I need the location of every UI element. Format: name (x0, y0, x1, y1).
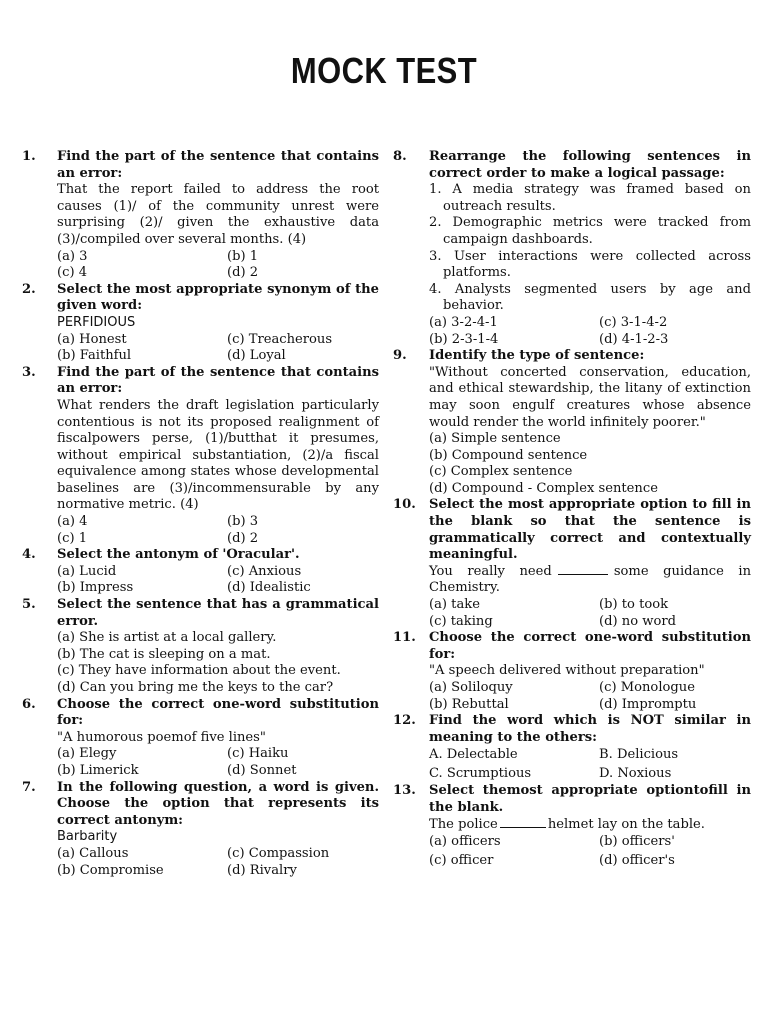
option[interactable]: (b) officers' (599, 834, 675, 850)
option[interactable]: A. Delectable (429, 747, 518, 763)
question-body: "A speech delivered without preparation" (429, 663, 705, 679)
question-number: 1. (22, 149, 36, 164)
options (22, 746, 379, 779)
options (22, 332, 379, 365)
question-text: Find the word which is NOT similar in meaning to the others: (429, 713, 751, 745)
option[interactable]: D. Noxious (599, 765, 672, 781)
option[interactable]: (d) 2 (227, 530, 259, 546)
options (22, 846, 379, 879)
question-text: In the following question, a word is given. Choose the option that represents its correct antonym: (57, 779, 379, 828)
sentence-item: 1. A media strategy was framed based on outreach results. (429, 182, 751, 214)
option[interactable]: (c) Compassion (227, 845, 330, 861)
question-body (393, 817, 751, 834)
body-text-start: You really need (429, 563, 552, 579)
option[interactable]: (c) Treacherous (227, 331, 333, 347)
question-6 (22, 697, 379, 780)
option[interactable]: (a) Elegy (57, 746, 117, 762)
question-2 (22, 282, 379, 365)
option[interactable]: (d) Compound - Complex sentence (429, 480, 658, 496)
question-number: 9. (393, 348, 407, 364)
option[interactable]: (a) Honest (57, 331, 127, 347)
options (393, 315, 751, 348)
option[interactable]: (a) Callous (57, 845, 129, 861)
question-number: 5. (22, 597, 36, 613)
question-3 (22, 365, 379, 548)
option[interactable]: (c) 3-1-4-2 (599, 314, 668, 330)
question-1 (22, 149, 379, 282)
option[interactable]: (a) She is artist at a local gallery. (57, 630, 277, 646)
question-9 (393, 348, 751, 497)
question-text: Find the part of the sentence that contains an error: (57, 149, 379, 181)
options (22, 564, 379, 597)
option[interactable]: (d) Rivalry (227, 862, 297, 878)
option[interactable]: (d) Impromptu (599, 696, 697, 712)
option[interactable]: (d) 2 (227, 265, 259, 281)
question-number: 11. (393, 630, 416, 646)
option[interactable]: (b) Rebuttal (429, 696, 509, 712)
question-11 (393, 630, 751, 713)
option[interactable]: (d) Sonnet (227, 762, 297, 778)
question-body: "A humorous poemof five lines" (57, 729, 266, 745)
question-text: Select themost appropriate optiontofill in the blank. (429, 783, 751, 815)
question-body: That the report failed to address the root causes (1)/ of the community unrest were surprising (2)/ given the exhaustive data (3)/compiled over several months. (4) (57, 182, 379, 247)
sentence-item: 4. Analysts segmented users by age and behavior. (429, 281, 751, 314)
question-4 (22, 547, 379, 597)
question-text: Select the most appropriate option to fill in the blank so that the sentence is grammatically correct and contextually meaningful. (429, 497, 751, 563)
question-number: 6. (22, 696, 36, 712)
question-body: "Without concerted conservation, education, and ethical stewardship, the litany of extinction may soon engulf creatures whose absence would render the world infinitely poorer." (429, 364, 751, 430)
option[interactable]: (c) Haiku (227, 746, 289, 762)
question-text: Rearrange the following sentences in correct order to make a logical passage: (429, 149, 751, 181)
options (393, 680, 751, 713)
option[interactable]: (a) officers (429, 834, 501, 850)
option[interactable]: (a) Lucid (57, 563, 117, 579)
options (393, 597, 751, 630)
question-body (393, 564, 751, 597)
option[interactable]: (c) 1 (57, 530, 88, 546)
option[interactable]: B. Delicious (599, 747, 679, 763)
question-text: Identify the type of sentence: (429, 348, 645, 364)
question-8 (393, 149, 751, 348)
option[interactable]: C. Scrumptious (429, 765, 532, 781)
options (22, 514, 379, 547)
question-13 (393, 783, 751, 870)
given-word: Barbarity (57, 829, 118, 845)
question-text: Choose the correct one-word substitution for: (57, 696, 379, 729)
option[interactable]: (b) 3 (227, 514, 259, 530)
option[interactable]: (d) 4-1-2-3 (599, 331, 669, 347)
question-text: Select the sentence that has a grammatical error. (57, 597, 379, 629)
option[interactable]: (b) Limerick (57, 762, 139, 778)
option[interactable]: (b) Impress (57, 580, 134, 596)
option[interactable]: (c) 4 (57, 265, 88, 281)
question-5 (22, 597, 379, 697)
body-text-end: some guidance in Chemistry. (429, 563, 751, 596)
question-10 (393, 497, 751, 630)
option[interactable]: (a) 3-2-4-1 (429, 314, 498, 330)
question-text: Select the most appropriate synonym of the given word: (57, 281, 379, 314)
question-text: Choose the correct one-word substitution for: (429, 630, 751, 662)
option[interactable]: (b) Compound sentence (429, 447, 588, 463)
options (393, 431, 751, 497)
question-number: 2. (22, 281, 36, 297)
option[interactable]: (c) Complex sentence (429, 464, 573, 480)
question-number: 13. (393, 783, 416, 799)
given-word: PERFIDIOUS (57, 314, 136, 330)
option[interactable]: (d) Idealistic (227, 580, 311, 596)
options (22, 630, 379, 696)
option[interactable]: (c) officer (429, 852, 494, 868)
right-column (393, 149, 751, 870)
answer-blank (558, 564, 608, 575)
option[interactable]: (c) Anxious (227, 563, 302, 579)
option[interactable]: (c) They have information about the event. (57, 663, 341, 679)
options (22, 249, 379, 282)
sentence-item: 2. Demographic metrics were tracked from campaign dashboards. (429, 215, 751, 247)
question-number: 10. (393, 497, 416, 513)
option[interactable]: (b) 1 (227, 248, 259, 264)
question-12 (393, 713, 751, 783)
question-body: What renders the draft legislation particularly contentious is not its proposed realignment of fiscalpowers perse, (1)/butthat it presumes, without empirical substantiation, (2)/a fiscal equivalence among states whose developmental baselines are (3)/incommensurable by any normative metric. (4) (57, 397, 379, 513)
option[interactable]: (d) Can you bring me the keys to the car? (57, 680, 334, 695)
options (393, 746, 751, 783)
option[interactable]: (c) Monologue (599, 680, 695, 695)
option[interactable]: (b) The cat is sleeping on a mat. (57, 646, 271, 662)
option[interactable]: (d) no word (599, 613, 676, 629)
body-text-start: The police (429, 816, 498, 832)
options (393, 833, 751, 870)
option[interactable]: (a) Simple sentence (429, 431, 561, 447)
sentence-item: 3. User interactions were collected across platforms. (429, 248, 751, 281)
option[interactable]: (d) Loyal (227, 348, 286, 364)
question-number: 7. (22, 779, 36, 795)
option[interactable]: (b) 2-3-1-4 (429, 331, 499, 347)
question-number: 4. (22, 547, 36, 563)
answer-blank (500, 817, 546, 828)
option[interactable]: (a) take (429, 597, 480, 613)
question-number: 8. (393, 149, 407, 164)
question-number: 3. (22, 364, 36, 380)
question-number: 12. (393, 713, 416, 729)
option[interactable]: (c) taking (429, 613, 493, 629)
option[interactable]: (a) Soliloquy (429, 680, 513, 695)
option[interactable]: (b) Faithful (57, 348, 132, 364)
page-title: MOCK TEST (290, 50, 478, 91)
question-text: Select the antonym of 'Oracular'. (57, 547, 300, 563)
body-text-end: helmet lay on the table. (547, 816, 705, 832)
question-text: Find the part of the sentence that contains an error: (57, 364, 379, 397)
option[interactable]: (b) to took (599, 597, 669, 613)
option[interactable]: (a) 3 (57, 248, 88, 264)
left-column (22, 149, 379, 879)
option[interactable]: (a) 4 (57, 514, 88, 530)
option[interactable]: (d) officer's (599, 852, 675, 868)
option[interactable]: (b) Compromise (57, 862, 164, 878)
question-7 (22, 780, 379, 880)
